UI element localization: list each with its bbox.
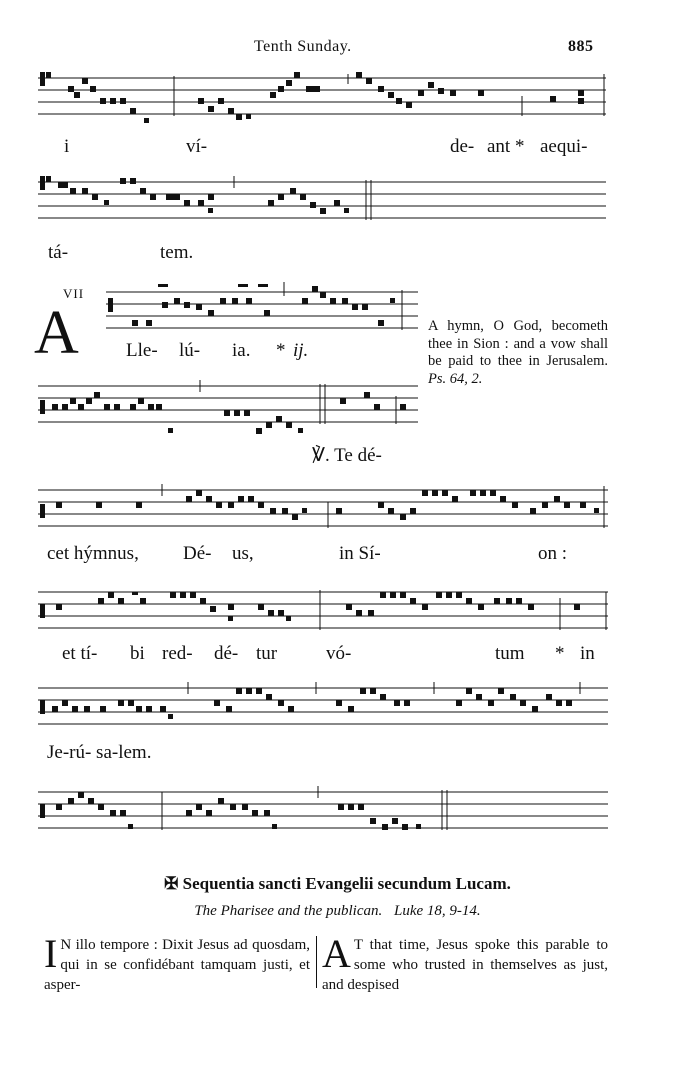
lyric-syllable: lú- xyxy=(179,340,201,361)
translation-reference: Ps. 64, 2. xyxy=(428,370,483,387)
lyric-syllable: tum xyxy=(495,643,525,664)
running-title: Tenth Sunday. xyxy=(254,38,352,55)
lyric-syllable: et tí- xyxy=(62,643,98,664)
lyric-syllable: ant * xyxy=(487,136,525,157)
lyric-syllable: tá- xyxy=(48,242,69,263)
gospel-heading xyxy=(0,874,675,894)
page-number: 885 xyxy=(568,38,594,55)
lyric-syllable: Dé- xyxy=(183,543,212,564)
latin-column xyxy=(44,931,310,995)
lyric-syllable: tur xyxy=(256,643,278,664)
english-text: T that time, Jesus spoke this parable to some who trusted in themselves as just, and despised xyxy=(322,937,608,993)
gospel-title: Sequentia sancti Evangelii secundum Lucam. xyxy=(182,874,511,893)
chant-staff-3 xyxy=(106,278,418,338)
lyric-syllable: Lle- xyxy=(126,340,158,361)
lyric-syllable: on : xyxy=(538,543,568,564)
translation-body: A hymn, O God, becometh thee in Sion : and a vow shall be paid to thee in Jerusalem. xyxy=(428,318,608,369)
english-initial: A xyxy=(322,931,351,976)
lyric-syllable: vó- xyxy=(326,643,352,664)
chant-staff-2 xyxy=(38,174,606,234)
latin-text: N illo tempore : Dixit Jesus ad quosdam, qui in se confidébant tamquam justi, et asper- xyxy=(44,937,310,993)
gospel-reference: Luke 18, 9-14. xyxy=(393,903,481,919)
lyric-syllable: in Sí- xyxy=(339,543,381,564)
translation-text xyxy=(428,318,608,388)
chant-staff-1 xyxy=(38,68,606,128)
lyric-syllable: ij. xyxy=(293,340,309,361)
gospel-subtitle-line xyxy=(0,903,675,920)
latin-initial: I xyxy=(44,931,58,976)
lyric-syllable: ia. xyxy=(232,340,251,361)
english-column xyxy=(322,931,608,995)
chant-staff-8 xyxy=(38,784,608,844)
lyric-syllable: cet hýmnus, xyxy=(47,543,139,564)
lyric-syllable: aequi- xyxy=(540,136,588,157)
cross-icon: ✠ xyxy=(164,874,179,893)
mode-number: VII xyxy=(63,286,85,301)
chant-staff-6 xyxy=(38,582,608,642)
lyric-syllable: i xyxy=(64,136,70,157)
lyric-syllable: de- xyxy=(450,136,475,157)
lyric-syllable: dé- xyxy=(214,643,239,664)
lyric-syllable: Je-rú- sa-lem. xyxy=(47,742,152,763)
verse-incipit: ℣. Te dé- xyxy=(312,445,382,466)
chant-staff-5 xyxy=(38,482,608,542)
lyric-syllable: us, xyxy=(232,543,254,564)
lyric-syllable: bi xyxy=(130,643,145,664)
gospel-subtitle: The Pharisee and the publican. xyxy=(194,903,383,919)
lyric-syllable: * xyxy=(555,643,565,664)
lyric-syllable: red- xyxy=(162,643,193,664)
lyric-syllable: * xyxy=(276,340,286,361)
lyric-syllable: ví- xyxy=(186,136,208,157)
lyric-syllable: tem. xyxy=(160,242,194,263)
column-divider xyxy=(316,936,317,988)
chant-staff-4 xyxy=(38,380,418,440)
chant-staff-7 xyxy=(38,680,608,740)
initial-letter: A xyxy=(34,299,79,367)
lyric-syllable: in xyxy=(580,643,595,664)
